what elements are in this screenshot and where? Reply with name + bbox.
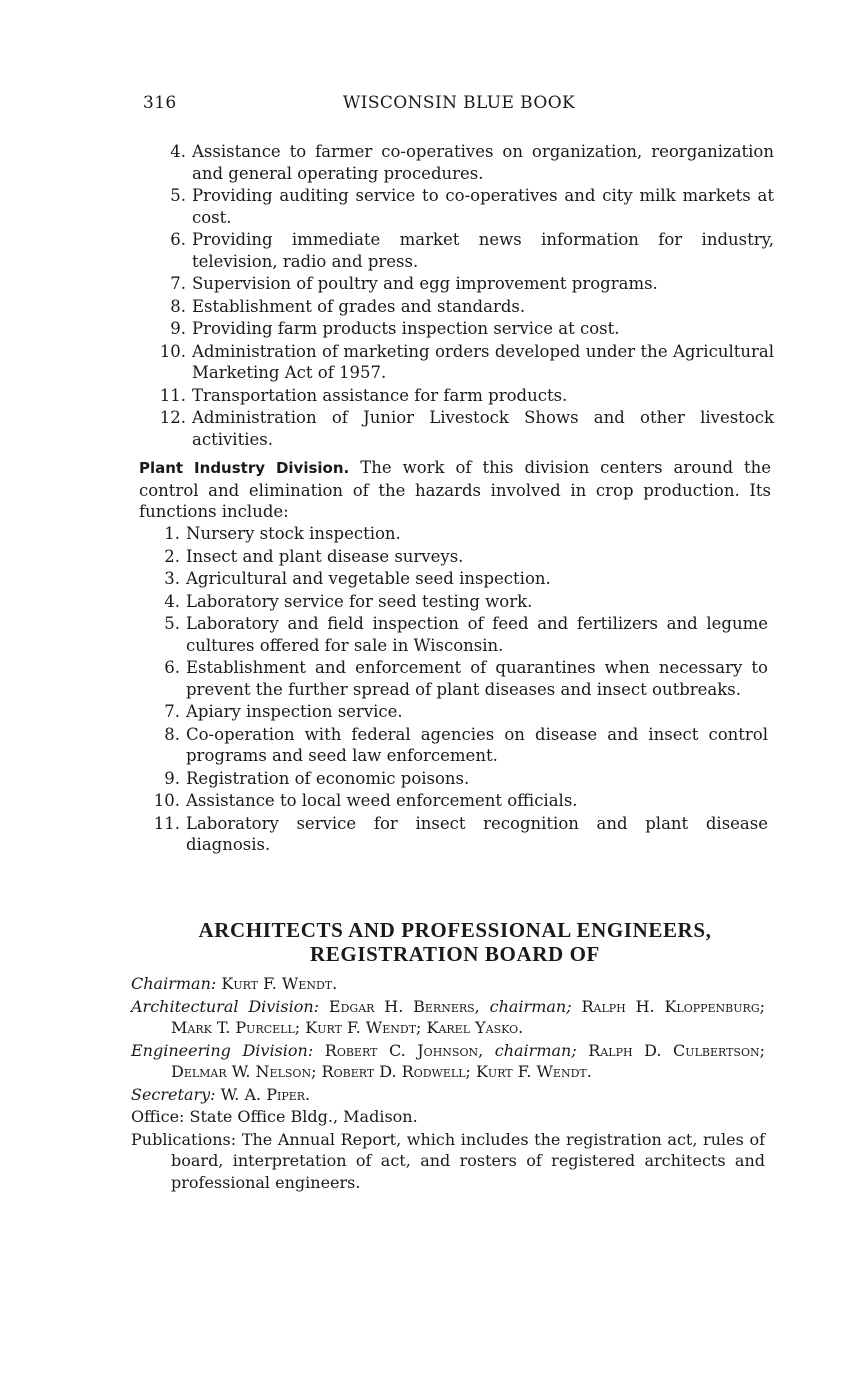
list-item [170, 185, 774, 228]
item-number: 5. [170, 186, 186, 205]
publications-value: The Annual Report, which includes the registration act, rules of board, interpretation of act, and rosters of registered architects and professional engineers. [171, 1129, 765, 1192]
item-number: 4. [170, 142, 186, 161]
list-item [153, 790, 768, 812]
secretary-entry [131, 1084, 765, 1106]
list-item [153, 813, 768, 856]
list-item [159, 385, 774, 407]
office-label: Office: [131, 1107, 185, 1126]
list-item [170, 318, 774, 340]
item-text: Supervision of poultry and egg improvement programs. [192, 274, 658, 293]
item-number: 6. [170, 230, 186, 249]
item-number: 7. [170, 274, 186, 293]
item-text: Transportation assistance for farm products. [192, 385, 568, 405]
list-item [170, 296, 774, 318]
publications-entry [131, 1129, 765, 1194]
item-text: Laboratory service for seed testing work. [186, 591, 533, 611]
item-number: 11. [159, 385, 186, 405]
item-number: 4. [164, 591, 180, 611]
engineering-division-label: Engineering Division: [131, 1040, 314, 1060]
publications-label: Publications: [131, 1129, 237, 1149]
architectural-members: Ralph H. Kloppenburg; Mark T. Purcell; Kurt F. Wendt; Karel Yasko. [171, 996, 765, 1037]
list-item [170, 273, 774, 295]
item-text: Providing farm products inspection service at cost. [192, 319, 620, 338]
engineering-members: Ralph D. Culbertson; Delmar W. Nelson; Robert D. Rodwell; Kurt F. Wendt. [171, 1040, 765, 1081]
plant-industry-intro: The work of this division centers around the control and elimination of the hazards involved in crop production. Its functions include: [139, 458, 772, 521]
item-text: Establishment and enforcement of quarantines when necessary to prevent the further spread of plant diseases and insect outbreaks. [186, 658, 768, 699]
plant-industry-title: Plant Industry Division. [139, 459, 350, 477]
architectural-division-label: Architectural Division: [131, 996, 320, 1016]
plant-industry-paragraph [139, 457, 771, 523]
item-number: 3. [164, 569, 180, 588]
item-text: Establishment of grades and standards. [192, 296, 526, 316]
board-heading [139, 918, 771, 966]
list-item [159, 407, 774, 450]
running-head [143, 93, 775, 117]
item-number: 1. [164, 524, 180, 543]
list-item [164, 768, 768, 790]
architectural-chairman-role: chairman; [489, 996, 572, 1016]
item-number: 11. [153, 813, 180, 833]
secretary-name: W. A. Piper. [220, 1084, 311, 1104]
board-details [131, 973, 765, 1194]
engineering-division-entry [131, 1040, 765, 1083]
item-number: 10. [159, 341, 186, 361]
item-number: 6. [164, 658, 180, 677]
item-text: Apiary inspection service. [186, 702, 403, 721]
item-number: 8. [164, 724, 180, 744]
list-item [164, 523, 768, 545]
marketing-functions-list [159, 141, 774, 451]
item-number: 7. [164, 702, 180, 721]
item-number: 9. [164, 768, 180, 788]
item-text: Providing auditing service to co-operatives and city milk markets at cost. [192, 186, 774, 227]
item-text: Nursery stock inspection. [186, 524, 401, 543]
engineering-chairman-name: Robert C. Johnson, [324, 1040, 484, 1060]
engineering-chairman-role: chairman; [494, 1040, 577, 1060]
item-text: Providing immediate market news information for industry, television, radio and press. [192, 230, 774, 271]
chairman-name: Kurt F. Wendt. [221, 974, 338, 993]
item-text: Agricultural and vegetable seed inspection. [186, 569, 551, 588]
board-heading-line2: REGISTRATION BOARD OF [310, 942, 600, 966]
office-value: State Office Bldg., Madison. [189, 1107, 418, 1126]
item-text: Co-operation with federal agencies on disease and insect control programs and seed law enforcement. [186, 724, 768, 765]
item-text: Laboratory and field inspection of feed and fertilizers and legume cultures offered for sale in Wisconsin. [186, 614, 768, 655]
item-text: Laboratory service for insect recognition and plant disease diagnosis. [186, 813, 768, 854]
list-item [159, 341, 774, 384]
list-item [164, 546, 768, 568]
item-number: 5. [164, 614, 180, 633]
plant-industry-functions-list [153, 523, 768, 857]
item-text: Registration of economic poisons. [186, 768, 470, 788]
list-item [164, 701, 768, 723]
book-title: WISCONSIN BLUE BOOK [342, 93, 576, 113]
page-number: 316 [143, 93, 177, 113]
item-number: 10. [153, 791, 180, 810]
item-text: Administration of Junior Livestock Shows and other livestock activities. [192, 408, 774, 449]
list-item [164, 724, 768, 767]
architectural-chairman-name: Edgar H. Berners, [328, 996, 480, 1016]
architectural-division-entry [131, 996, 765, 1039]
list-item [164, 568, 768, 590]
board-heading-line1: ARCHITECTS AND PROFESSIONAL ENGINEERS, [198, 918, 712, 942]
item-text: Assistance to farmer co-operatives on organization, reorganization and general operating procedures. [192, 142, 774, 183]
list-item [170, 141, 774, 184]
item-text: Insect and plant disease surveys. [186, 546, 464, 566]
item-number: 12. [159, 408, 186, 427]
list-item [170, 229, 774, 272]
chairman-entry [131, 973, 765, 995]
item-number: 9. [170, 319, 186, 338]
chairman-label: Chairman: [131, 974, 217, 993]
list-item [164, 613, 768, 656]
office-entry [131, 1106, 765, 1128]
item-text: Administration of marketing orders developed under the Agricultural Marketing Act of 1957. [192, 341, 774, 382]
list-item [164, 657, 768, 700]
item-text: Assistance to local weed enforcement officials. [186, 791, 578, 810]
list-item [164, 591, 768, 613]
item-number: 8. [170, 296, 186, 316]
secretary-label: Secretary: [131, 1084, 216, 1104]
item-number: 2. [164, 546, 180, 566]
